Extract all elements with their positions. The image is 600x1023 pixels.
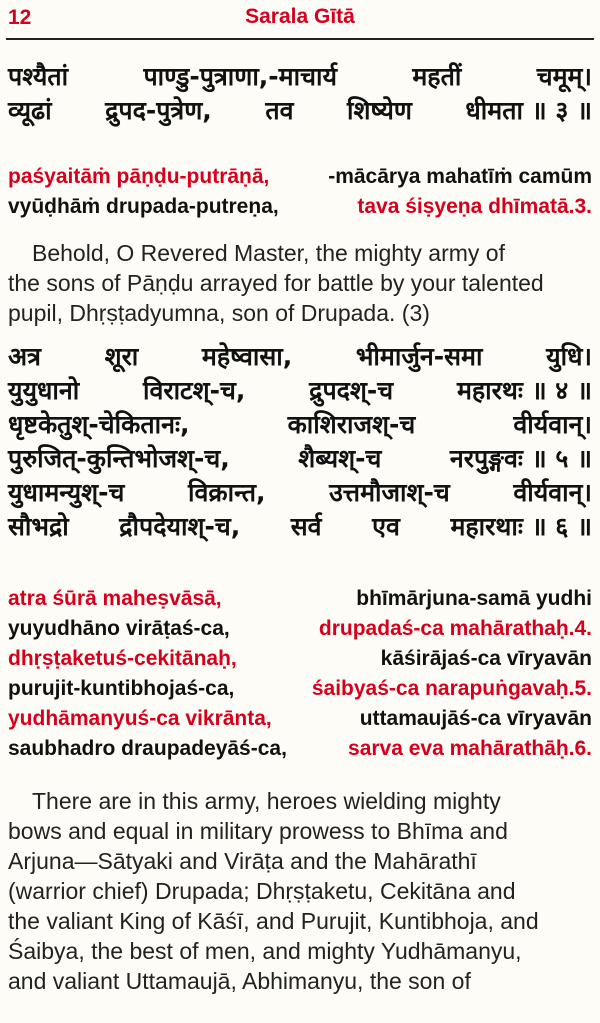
devanagari-word: शैब्यश्-च [298,444,382,473]
transliteration-segment: śaibyaś-ca narapuṅgavaḥ.5. [311,677,592,700]
devanagari-word: अत्र [8,342,41,371]
transliteration-segment: purujit-kuntibhojaś-ca, [8,677,235,700]
devanagari-word: द्रुपदश्-च [309,376,394,405]
transliteration-line [8,704,592,734]
translation-line: Śaibya, the best of men, and mighty Yudhāmanyu, [8,938,522,964]
devanagari-word: तव [265,96,294,125]
page-number: 12 [8,6,32,29]
devanagari-word: महतीं [412,62,462,91]
devanagari-word: युधि। [546,342,592,371]
page-header [0,0,600,40]
translation-line [8,298,592,328]
devanagari-word: पश्यैतां [8,62,69,91]
devanagari-word: युयुधानो [8,376,80,405]
devanagari-word: द्रुपद-पुत्रेण, [105,96,212,125]
transliteration-segment: atra śūrā maheṣvāsā, [8,587,222,610]
verse-number: नरपुङ्गवः ॥ ५ ॥ [449,444,592,473]
translation-line: Behold, O Revered Master, the mighty army of [32,240,505,266]
transliteration-line [8,162,592,192]
transliteration-segment: paśyaitāṁ pāṇḍu-putrāṇā, [8,165,270,188]
translation-line: bows and equal in military prowess to Bhīma and [8,818,508,844]
devanagari-word: वीर्यवान्। [513,478,592,507]
devanagari-word: पाण्डु-पुत्राणा,-माचार्य [143,62,337,91]
devanagari-line [8,476,592,510]
transliteration-segment: vyūḍhāṁ drupada-putreṇa, [8,195,279,218]
devanagari-word: वीर्यवान्। [513,410,592,439]
translation-line: and valiant Uttamaujā, Abhimanyu, the son of [8,968,471,994]
devanagari-word: द्रौपदेयाश्-च, [119,512,241,541]
verses-4-6-devanagari [8,340,592,544]
devanagari-word: शूरा [104,342,139,371]
transliteration-segment: -mācārya mahatīṁ camūm [328,165,592,188]
verse-3-devanagari [8,60,592,128]
translation-line: the sons of Pāṇḍu arrayed for battle by your talented [8,270,544,296]
transliteration-segment: drupadaś-ca mahārathaḥ.4. [318,617,592,640]
devanagari-line [8,408,592,442]
translation-line: Arjuna—Sātyaki and Virāṭa and the Mahārathī [8,848,477,874]
devanagari-line [8,374,592,408]
verse-number: धीमता ॥ ३ ॥ [465,96,592,125]
translation-line: There are in this army, heroes wielding mighty [32,788,501,814]
devanagari-line [8,442,592,476]
devanagari-word: उत्तमौजाश्-च [329,478,450,507]
devanagari-word: काशिराजश्-च [287,410,416,439]
devanagari-word: विराटश्-च, [142,376,246,405]
translation-text: pupil, Dhṛṣṭadyumna, son of Drupada. [8,300,396,326]
devanagari-word: सौभद्रो [8,512,69,541]
devanagari-line [8,94,592,128]
devanagari-word: विक्रान्त, [188,478,266,507]
verse-3-translation [8,238,592,328]
transliteration-segment: tava śiṣyeṇa dhīmatā.3. [357,195,592,218]
running-title: Sarala Gītā [245,5,355,28]
verses-4-6-transliteration [8,584,592,764]
transliteration-line [8,584,592,614]
transliteration-segment: saubhadro draupadeyāś-ca, [8,737,287,760]
verse-3-transliteration [8,162,592,222]
translation-line: (warrior chief) Drupada; Dhṛṣṭaketu, Cekitāna and [8,878,516,904]
devanagari-word: एव [372,512,400,541]
devanagari-word: व्यूढां [8,96,52,125]
devanagari-word: धृष्टकेतुश्-चेकितानः, [8,410,190,439]
devanagari-word: पुरुजित्-कुन्तिभोजश्-च, [8,444,230,473]
transliteration-segment: yuyudhāno virāṭaś-ca, [8,617,230,640]
transliteration-segment: bhīmārjuna-samā yudhi [356,587,592,610]
devanagari-line [8,60,592,94]
transliteration-line [8,644,592,674]
header-divider [6,38,594,40]
transliteration-line [8,192,592,222]
devanagari-word: युधामन्युश्-च [8,478,125,507]
devanagari-line [8,510,592,544]
transliteration-line [8,734,592,764]
devanagari-word: सर्व [290,512,322,541]
verse-reference: (3) [401,300,430,326]
transliteration-segment: yudhāmanyuś-ca vikrānta, [8,707,272,730]
devanagari-word: महेष्वासा, [201,342,293,371]
transliteration-segment: uttamaujāś-ca vīryavān [359,707,592,730]
transliteration-segment: sarva eva mahārathāḥ.6. [348,737,592,760]
devanagari-word: चमूम्। [536,62,592,91]
verse-number: महारथाः ॥ ६ ॥ [450,512,592,541]
verse-number: महारथः ॥ ४ ॥ [456,376,592,405]
transliteration-line [8,674,592,704]
transliteration-line [8,614,592,644]
devanagari-word: शिष्येण [346,96,412,125]
verses-4-6-translation [8,786,592,996]
devanagari-line [8,340,592,374]
translation-line: the valiant King of Kāśī, and Purujit, Kuntibhoja, and [8,908,539,934]
transliteration-segment: kāśirājaś-ca vīryavān [380,647,592,670]
transliteration-segment: dhṛṣṭaketuś-cekitānaḥ, [8,647,237,670]
devanagari-word: भीमार्जुन-समा [355,342,483,371]
